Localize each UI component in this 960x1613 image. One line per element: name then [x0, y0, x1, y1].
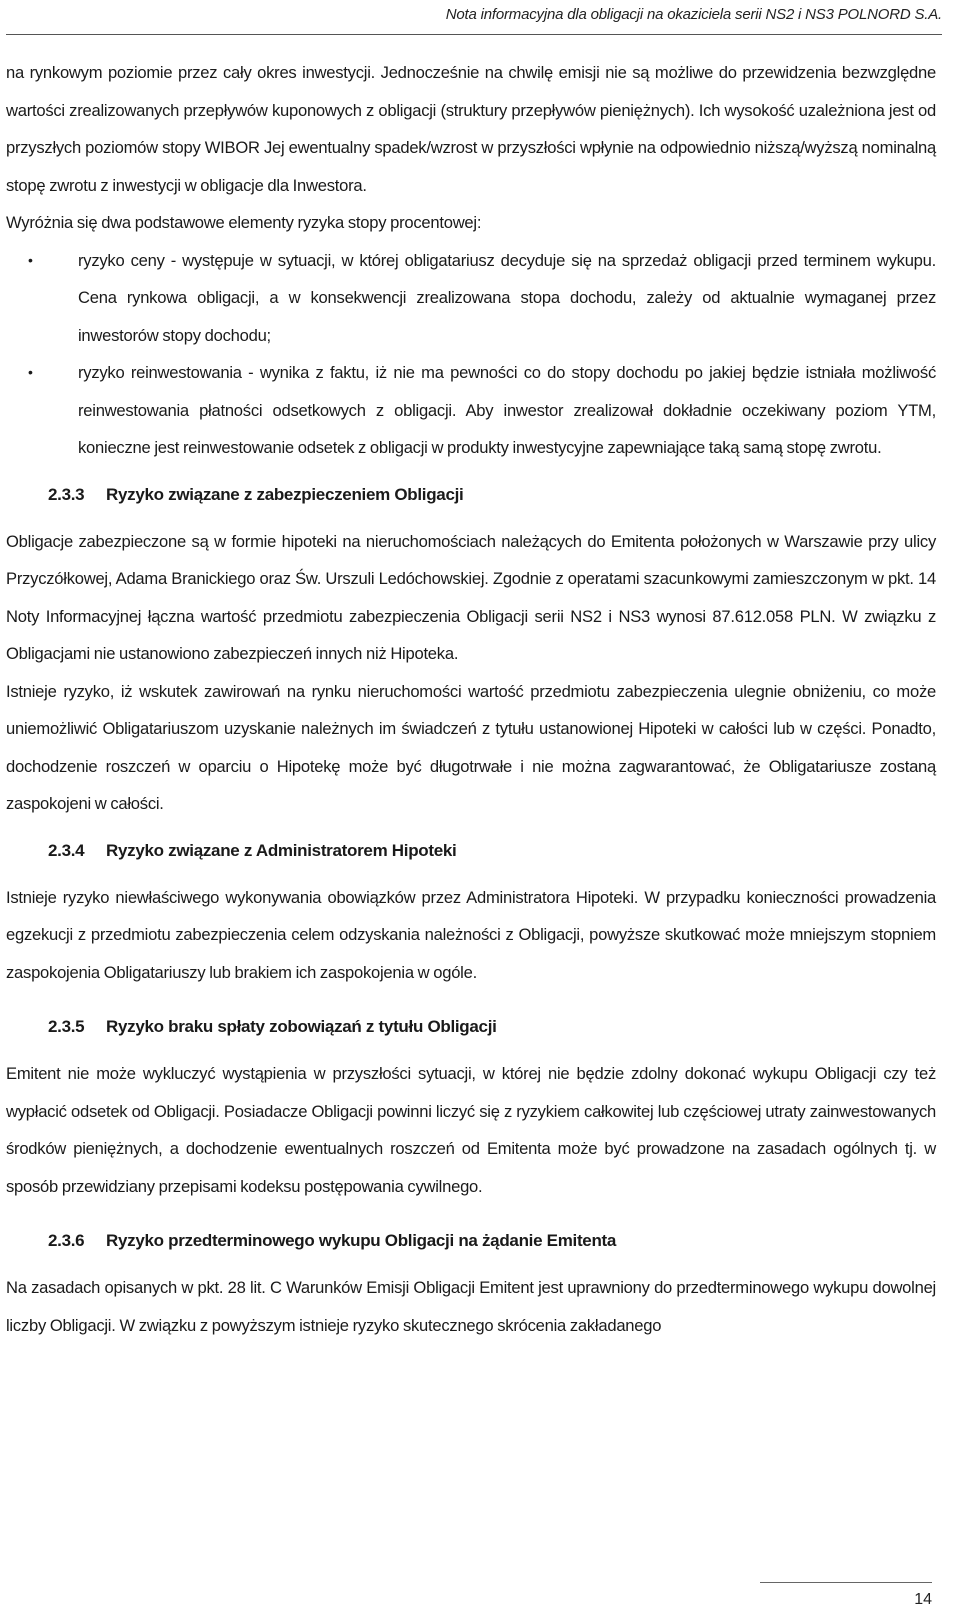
section-number: 2.3.5	[48, 1017, 85, 1036]
page-number: 14	[914, 1591, 932, 1608]
header-title: Nota informacyjna dla obligacji na okaziciela serii NS2 i NS3 POLNORD S.A.	[445, 6, 942, 23]
section-heading	[6, 485, 936, 505]
document-body	[6, 54, 936, 1344]
paragraph: Istnieje ryzyko niewłaściwego wykonywania obowiązków przez Administratora Hipoteki. W przypadku konieczności prowadzenia egzekucji z przedmiotu zabezpieczenia celem odzyskania należności z Obligacji, powyższe skutkować może mniejszym stopniem zaspokojenia Obligatariuszy lub brakiem ich zaspokojenia w ogóle.	[6, 887, 936, 982]
paragraph: Obligacje zabezpieczone są w formie hipoteki na nieruchomościach należących do Emitenta położonych w Warszawie przy ulicy Przyczółkowej, Adama Branickiego oraz Św. Urszuli Ledóchowskiej. Zgodnie z operatami szacunkowymi zamieszczonym w pkt. 14 Noty Informacyjnej łączna wartość przedmiotu zabezpieczenia Obligacji serii NS2 i NS3 wynosi 87.612.058 PLN. W związku z Obligacjami nie ustanowiono zabezpieczeń innych niż Hipoteka.	[6, 531, 936, 663]
section-title: Ryzyko przedterminowego wykupu Obligacji na żądanie Emitenta	[106, 1231, 617, 1250]
section-title: Ryzyko związane z zabezpieczeniem Obligacji	[106, 484, 464, 504]
list-item-text: ryzyko reinwestowania - wynika z faktu, iż nie ma pewności co do stopy dochodu po jakiej będzie istniała możliwość reinwestowania płatności odsetkowych z obligacji. Aby inwestor zrealizował dokładnie oczekiwany poziom YTM, konieczne jest reinwestowanie odsetek z obligacji w produkty inwestycyjne zapewniające taką samą stopę zwrotu.	[78, 363, 936, 457]
section-number: 2.3.6	[48, 1231, 85, 1250]
list-item	[6, 354, 936, 467]
section-number: 2.3.3	[48, 484, 85, 504]
paragraph: Istnieje ryzyko, iż wskutek zawirowań na rynku nieruchomości wartość przedmiotu zabezpieczenia ulegnie obniżeniu, co może uniemożliwić Obligatariuszom uzyskanie należnych im świadczeń z tytułu ustanowionej Hipoteki w całości lub w części. Ponadto, dochodzenie roszczeń w oparciu o Hipotekę może być długotrwałe i nie można zagwarantować, że Obligatariusze zostaną zaspokojeni w całości.	[6, 681, 936, 813]
paragraph: Wyróżnia się dwa podstawowe elementy ryzyka stopy procentowej:	[6, 213, 482, 232]
bullet-list	[6, 242, 936, 467]
section-number: 2.3.4	[48, 840, 85, 860]
section-body	[6, 879, 936, 992]
footer-divider	[760, 1582, 932, 1583]
section-body	[6, 1269, 936, 1344]
paragraph: na rynkowym poziomie przez cały okres inwestycji. Jednocześnie na chwilę emisji nie są możliwe do przewidzenia bezwzględne wartości zrealizowanych przepływów kuponowych z obligacji (struktury przepływów pieniężnych). Ich wysokość uzależniona jest od przyszłych poziomów stopy WIBOR Jej ewentualny spadek/wzrost w przyszłości wpłynie na odpowiednio niższą/wyższą nominalną stopę zwrotu z inwestycji w obligacje dla Inwestora.	[6, 63, 936, 195]
section-heading	[6, 1017, 936, 1037]
section-body	[6, 523, 936, 823]
section-heading	[6, 1231, 936, 1251]
list-item	[6, 242, 936, 355]
section-title: Ryzyko związane z Administratorem Hipoteki	[106, 840, 457, 860]
page-header	[6, 0, 942, 35]
bullet-icon: •	[28, 251, 33, 268]
section-heading	[6, 841, 936, 861]
paragraph: Emitent nie może wykluczyć wystąpienia w przyszłości sytuacji, w której nie będzie zdolny dokonać wykupu Obligacji czy też wypłacić odsetek od Obligacji. Posiadacze Obligacji powinni liczyć się z ryzykiem całkowitej lub częściowej utraty zainwestowanych środków pieniężnych, a dochodzenie ewentualnych roszczeń od Emitenta może być prowadzone na zasadach ogólnych tj. w sposób przewidziany przepisami kodeksu postępowania cywilnego.	[6, 1064, 936, 1196]
bullet-icon: •	[28, 364, 33, 380]
paragraph: Na zasadach opisanych w pkt. 28 lit. C Warunków Emisji Obligacji Emitent jest uprawniony do przedterminowego wykupu dowolnej liczby Obligacji. W związku z powyższym istnieje ryzyko skutecznego skrócenia zakładanego	[6, 1278, 936, 1335]
list-item-text: ryzyko ceny - występuje w sytuacji, w której obligatariusz decyduje się na sprzedaż obligacji przed terminem wykupu. Cena rynkowa obligacji, a w konsekwencji zrealizowana stopa dochodu, zależy od aktualnie wymaganej przez inwestorów stopy dochodu;	[78, 250, 936, 345]
section-title: Ryzyko braku spłaty zobowiązań z tytułu Obligacji	[106, 1017, 497, 1036]
section-body	[6, 1055, 936, 1205]
